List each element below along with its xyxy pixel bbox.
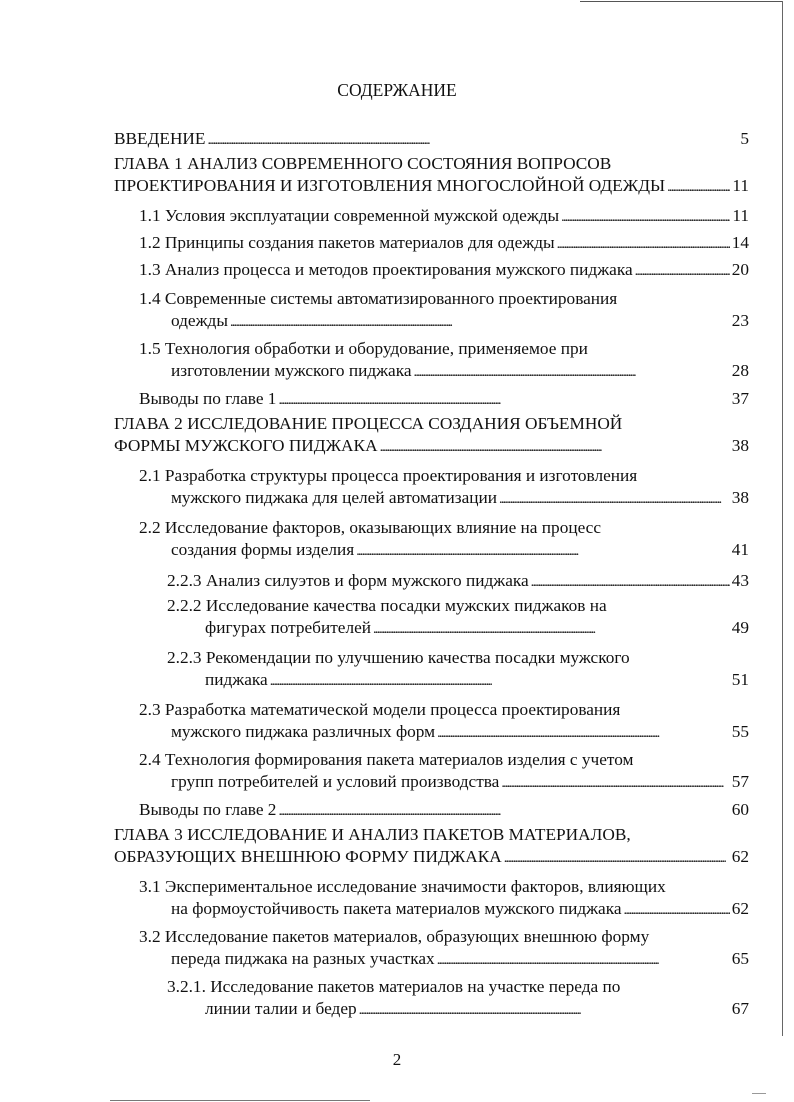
page-number: 2 [392,1050,402,1069]
toc-section [114,205,749,229]
toc-entry-text: ГЛАВА 2 ИССЛЕДОВАНИЕ ПРОЦЕССА СОЗДАНИЯ ОБЪЕМНОЙ [114,414,623,433]
toc-line [167,570,749,594]
toc-section [114,799,749,823]
toc-line [114,435,749,459]
toc-line [139,360,749,384]
dot-leader [624,898,730,922]
toc-line [139,539,749,563]
scan-edge-bottom [110,1100,370,1101]
scan-edge-top [580,1,782,2]
toc-line [139,232,749,256]
toc-chapter [114,824,749,870]
toc-section [114,338,749,384]
dot-leader [359,998,730,1022]
toc-page-number: 11 [732,206,749,225]
toc-entry-text: 2.2.3 Рекомендации по улучшению качества посадки мужского [167,648,630,667]
toc-line [139,388,749,412]
toc-page-number: 62 [731,847,749,866]
toc-entry-text: ОБРАЗУЮЩИХ ВНЕШНЮЮ ФОРМУ ПИДЖАКА [114,847,502,866]
toc-page-number: 11 [732,176,749,195]
dot-leader [635,259,730,283]
toc-section [114,232,749,256]
toc-line [167,976,749,998]
toc-section [114,388,749,412]
toc-entry-text: переда пиджака на разных участках [171,949,435,968]
toc-line [114,128,749,152]
dot-leader [356,539,730,563]
toc-entry-text: 2.3 Разработка математической модели процесса проектирования [139,700,621,719]
toc-page-number: 43 [731,571,749,590]
toc-line [139,771,749,795]
toc-entry-text: мужского пиджака для целей автоматизации [171,488,498,507]
toc-section [114,926,749,972]
toc-page-number: 38 [731,436,749,455]
toc-entry-text: 1.4 Современные системы автоматизированного проектирования [139,289,618,308]
toc-entry-text: 1.3 Анализ процесса и методов проектирования мужского пиджака [139,260,633,279]
toc-line [139,517,749,539]
dot-leader [380,435,730,459]
toc-entry-text: 3.1 Экспериментальное исследование значимости факторов, влияющих [139,877,666,896]
toc-page-number: 23 [731,311,749,330]
toc-line [114,846,749,870]
dot-leader [561,205,730,229]
toc-page-number: 20 [731,260,749,279]
dot-leader [278,388,729,412]
toc-line [114,153,749,175]
toc-line [114,824,749,846]
toc-line [139,205,749,229]
toc-line [139,749,749,771]
toc-line [114,175,749,199]
dot-leader [504,846,730,870]
toc-section [114,876,749,922]
toc-line [139,259,749,283]
toc-page-number: 67 [731,999,749,1018]
toc-page-number: 55 [731,722,749,741]
toc-subsection [114,570,749,594]
toc-line [139,338,749,360]
toc-entry-text: создания формы изделия [171,540,355,559]
toc-entry-text: 2.1 Разработка структуры процесса проектирования и изготовления [139,466,638,485]
toc-entry-text: Выводы по главе 1 [139,389,277,408]
toc-entry-text: пиджака [205,670,268,689]
toc-line [139,799,749,823]
toc-page-number: 60 [731,800,749,819]
toc-page-number: 14 [731,233,749,252]
dot-leader [437,948,730,972]
toc-entry-text: фигурах потребителей [205,618,371,637]
toc-line [167,669,749,693]
toc-chapter [114,128,749,152]
toc-line [139,926,749,948]
toc-entry-text: 2.2.3 Анализ силуэтов и форм мужского пиджака [167,571,529,590]
toc-chapter [114,413,749,459]
toc-line [139,310,749,334]
page-title: СОДЕРЖАНИЕ [337,80,457,100]
toc-entry-text: ФОРМЫ МУЖСКОГО ПИДЖАКА [114,436,378,455]
toc-entry-text: одежды [171,311,228,330]
toc-section [114,259,749,283]
toc-entry-text: Выводы по главе 2 [139,800,277,819]
toc-entry-text: линии талии и бедер [205,999,357,1018]
toc-page-number: 49 [731,618,749,637]
toc-entry-text: ПРОЕКТИРОВАНИЯ И ИЗГОТОВЛЕНИЯ МНОГОСЛОЙНОЙ ОДЕЖДЫ [114,176,666,195]
dot-leader [207,128,738,152]
toc-entry-text: ВВЕДЕНИЕ [114,129,206,148]
toc-page-number: 51 [731,670,749,689]
toc-entry-text: 2.2 Исследование факторов, оказывающих влияние на процесс [139,518,602,537]
toc-page-number: 65 [731,949,749,968]
dot-leader [557,232,730,256]
toc-subsection [114,976,749,1022]
toc-line [167,595,749,617]
toc-line [167,617,749,641]
toc-entry-text: 3.2 Исследование пакетов материалов, образующих внешнюю форму [139,927,650,946]
toc-line [139,721,749,745]
dot-leader [531,570,730,594]
toc-entry-text: 1.1 Условия эксплуатации современной мужской одежды [139,206,560,225]
toc-section [114,749,749,795]
toc-line [114,413,749,435]
toc-line [139,288,749,310]
toc-line [139,898,749,922]
toc-page-number: 38 [731,488,749,507]
toc-page-number: 5 [740,129,749,148]
toc-line [139,699,749,721]
toc-entry-text: ГЛАВА 1 АНАЛИЗ СОВРЕМЕННОГО СОСТОЯНИЯ ВОПРОСОВ [114,154,612,173]
toc-line [139,487,749,511]
toc-section [114,699,749,745]
toc-subsection [114,647,749,693]
toc-line [167,998,749,1022]
toc-entry-text: на формоустойчивость пакета материалов мужского пиджака [171,899,622,918]
toc-page-number: 28 [731,361,749,380]
toc-entry-text: 2.4 Технология формирования пакета материалов изделия с учетом [139,750,634,769]
toc-chapter [114,153,749,199]
toc-entry-text: мужского пиджака различных форм [171,722,436,741]
toc-entry-text: изготовлении мужского пиджака [171,361,412,380]
dot-leader [667,175,730,199]
toc-subsection [114,595,749,641]
toc-section [114,465,749,511]
toc-entry-text: 1.5 Технология обработки и оборудование, применяемое при [139,339,588,358]
toc-line [139,465,749,487]
dot-leader [270,669,730,693]
toc-page-number: 62 [731,899,749,918]
dot-leader [501,771,729,795]
scan-edge-mark [752,1093,766,1094]
toc-entry-text: 3.2.1. Исследование пакетов материалов на участке переда по [167,977,621,996]
toc-entry-text: групп потребителей и условий производства [171,772,500,791]
toc-line [167,647,749,669]
dot-leader [230,310,730,334]
toc-section [114,517,749,563]
scan-edge-right [782,1,783,1036]
dot-leader [499,487,730,511]
dot-leader [373,617,730,641]
toc-entry-text: ГЛАВА 3 ИССЛЕДОВАНИЕ И АНАЛИЗ ПАКЕТОВ МАТЕРИАЛОВ, [114,825,631,844]
toc-page-number: 41 [731,540,749,559]
toc-page-number: 37 [731,389,749,408]
toc-entry-text: 1.2 Принципы создания пакетов материалов для одежды [139,233,555,252]
dot-leader [278,799,729,823]
toc-entry-text: 2.2.2 Исследование качества посадки мужских пиджаков на [167,596,607,615]
toc-page-number: 57 [731,772,749,791]
dot-leader [437,721,730,745]
toc-line [139,948,749,972]
toc-section [114,288,749,334]
toc-line [139,876,749,898]
dot-leader [414,360,730,384]
